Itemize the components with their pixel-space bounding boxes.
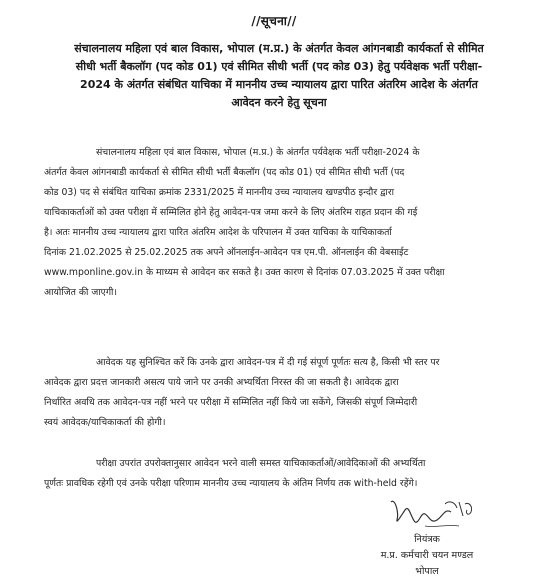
notice-subject [44,40,514,112]
body-line: आवेदक यह सुनिश्चित करें कि उनके द्वारा आवेदन-पत्र में दी गई संपूर्ण पूर्णतः सत्य है, किसी भी स्तर पर [96,357,440,368]
subject-line: सीधी भर्ती बैकलॉग (पद कोड 01) एवं सीमित सीधी भर्ती (पद कोड 03) हेतु पर्यवेक्षक भर्ती परीक्षा- [75,60,483,73]
body-line: पूर्णतः प्रावधिक रहेगी एवं उनके परीक्षा परिणाम माननीय उच्च न्यायालय के अंतिम निर्णय तक with-held रहेंगे। [44,478,418,489]
body-line: है। अतः माननीय उच्च न्यायालय द्वारा पारित अंतरिम आदेश के परिपालन में उक्त याचिका के याचिकाकर्ता [44,227,392,238]
body-line: कोड 03) पद से संबंधित याचिका क्रमांक 2331/2025 में माननीय उच्च न्यायालय खण्डपीठ इन्दौर द्वारा [44,187,395,198]
body-line: परीक्षा उपरांत उपरोक्तानुसार आवेदन भरने वाली समस्त याचिकाकर्ताओं/आवेदिकाओं की अभ्यर्थिता [96,458,426,469]
subject-line: 2024 के अंतर्गत संबंधित याचिका में माननीय उच्च न्यायालय द्वारा पारित अंतरिम आदेश के अंतर्गत [80,78,478,91]
body-line: याचिकाकर्ताओं को उक्त परीक्षा में सम्मिलित होने हेतु आवेदन-पत्र जमा करने के लिए अंतरिम राहत प्रदान की गई [44,207,418,218]
paragraph-result-status [44,454,519,494]
body-line: आयोजित की जाएगी। [44,287,117,298]
designation-line: नियंत्रक [414,534,440,545]
paragraph-exam-details [44,143,519,303]
paragraph-applicant-responsibility [44,353,519,433]
body-line: संचालनालय महिला एवं बाल विकास, भोपाल (म.प्र.) के अंतर्गत पर्यवेक्षक भर्ती परीक्षा-2024 के [96,147,420,158]
handwritten-signature [385,494,480,534]
body-line: www.mponline.gov.in के माध्यम से आवेदन कर सकते है। उक्त कारण से दिनांक 07.03.2025 में उक्त परीक्षा [44,267,445,278]
subject-line: संचालनालय महिला एवं बाल विकास, भोपाल (म.प्र.) के अंतर्गत केवल आंगनबाडी कार्यकर्ता से सीमित [74,42,484,55]
body-line: आवेदक द्वारा प्रदत्त जानकारी असत्य पाये जाने पर उनकी अभ्यर्थिता निरस्त की जा सकती है। आवेदक द्वारा [44,377,399,388]
notice-title: //सूचना// [251,14,297,28]
body-line: अंतर्गत केवल आंगनबाडी कार्यकर्ता से सीमित सीधी भर्ती बैकलॉग (पद कोड 01) एवं सीमित सीधी भर्ती (पद [44,167,405,178]
body-line: निर्धारित अवधि तक आवेदन-पत्र नहीं भरने पर परीक्षा में सम्मिलित नहीं किये जा सकेंगे, जिसकी संपूर्ण जिम्मेदारी [44,397,418,408]
body-line: दिनांक 21.02.2025 से 25.02.2025 तक अपने ऑनलाईन-आवेदन पत्र एम.पी. ऑनलाईन की वेबसाईट [44,247,409,258]
body-line: स्वयं आवेदक/याचिकाकर्ता की होगी। [44,417,166,428]
signatory-designation [352,532,502,580]
subject-line: आवेदन करने हेतु सूचना [231,96,327,109]
designation-line: म.प्र. कर्मचारी चयन मण्डल [380,550,474,561]
designation-line: भोपाल [415,566,439,577]
